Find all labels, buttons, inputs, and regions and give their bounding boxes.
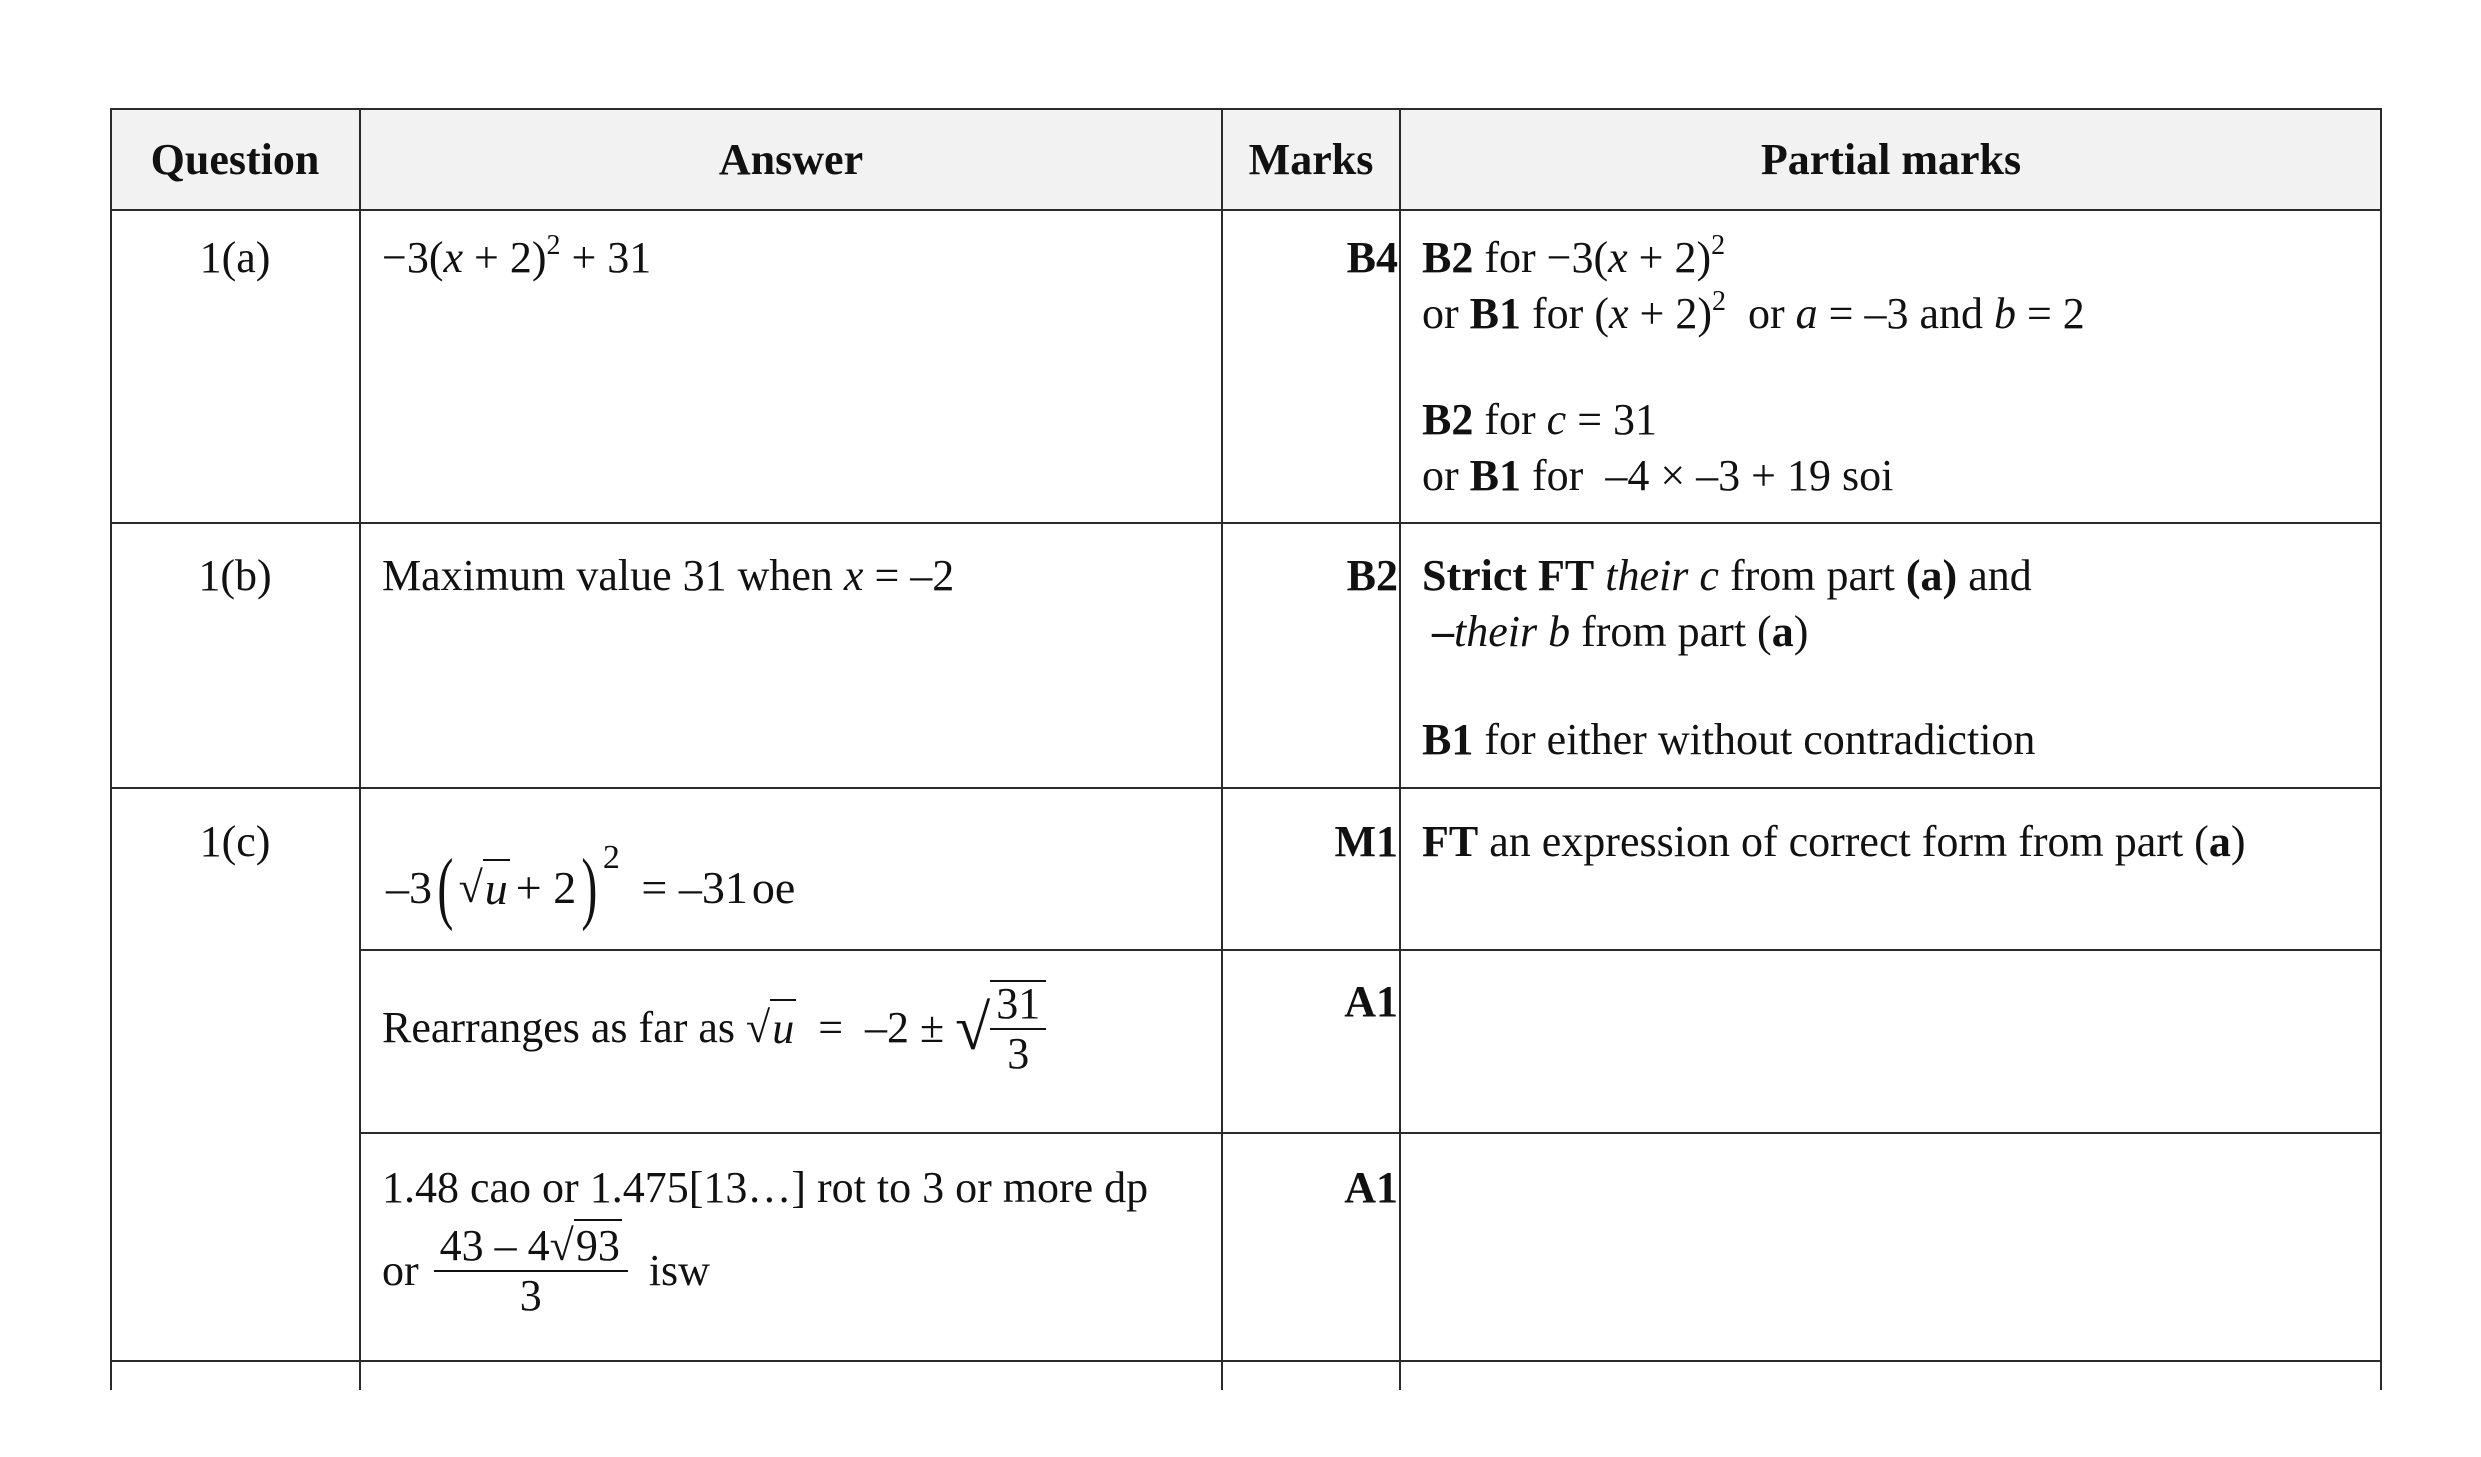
answer-text: 1.48 cao or 1.475[13…] rot to 3 or more dp [382, 1163, 1149, 1212]
table-rule [1399, 108, 1401, 1390]
marks-value: A1 [1344, 1163, 1398, 1212]
header-marks-label: Marks [1248, 134, 1374, 184]
header-partial-marks [1400, 108, 2382, 210]
partial-marks-line: Strict FT their c from part (a) and [1422, 551, 2032, 600]
header-question [110, 108, 360, 210]
header-question-label: Question [150, 134, 320, 184]
answer-expression: Rearranges as far as √ u = –2 ± √ $\frac{31}{3}$ [382, 968, 1046, 1088]
partial-marks-line: or B1 for –4 × –3 + 19 soi [1422, 451, 1894, 500]
table-rule [110, 787, 2382, 789]
answer-text: $-3(x + 2)^2 + 31$ [382, 230, 652, 282]
table-rule [110, 108, 112, 1390]
partial-marks-line: B1 for either without contradiction [1422, 715, 2036, 764]
answer-expression: –3 ( √ u + 2 ) 2 = –31 oe [386, 839, 796, 932]
marks-value: B4 [1346, 233, 1398, 282]
marks-value: B2 [1346, 551, 1398, 600]
table-rule [110, 209, 2382, 211]
table-rule [359, 108, 361, 1390]
marks-value: M1 [1334, 817, 1398, 866]
table-rule [110, 1360, 2382, 1362]
header-answer [360, 108, 1222, 210]
partial-marks-line: –their b from part (a) [1432, 607, 1809, 656]
question-number: 1(b) [198, 551, 272, 600]
answer-text: Maximum value 31 when x = –2 [382, 551, 955, 600]
table-rule [360, 949, 2382, 951]
partial-marks-line: B2 for c = 31 [1422, 395, 1658, 444]
partial-marks-line: or B1 for $(x + 2)^2$ or a = –3 and b = 2 [1422, 286, 2085, 338]
partial-marks-line: B2 for $-3(x + 2)^2$ [1422, 230, 1726, 282]
question-number: 1(c) [199, 817, 271, 866]
partial-marks-line: FT an expression of correct form from part (a) [1422, 817, 2246, 866]
answer-expression: or $\frac{43 - 4√93}{3}$ isw [382, 1221, 710, 1320]
question-number: 1(a) [199, 233, 271, 282]
table-rule [360, 1132, 2382, 1134]
header-partial-label: Partial marks [1760, 134, 2022, 184]
table-rule [110, 108, 2382, 110]
mark-scheme-table [110, 108, 2382, 1390]
header-answer-label: Answer [718, 134, 864, 184]
table-rule [2380, 108, 2382, 1390]
table-rule [110, 522, 2382, 524]
marks-value: A1 [1344, 977, 1398, 1026]
header-marks [1222, 108, 1400, 210]
